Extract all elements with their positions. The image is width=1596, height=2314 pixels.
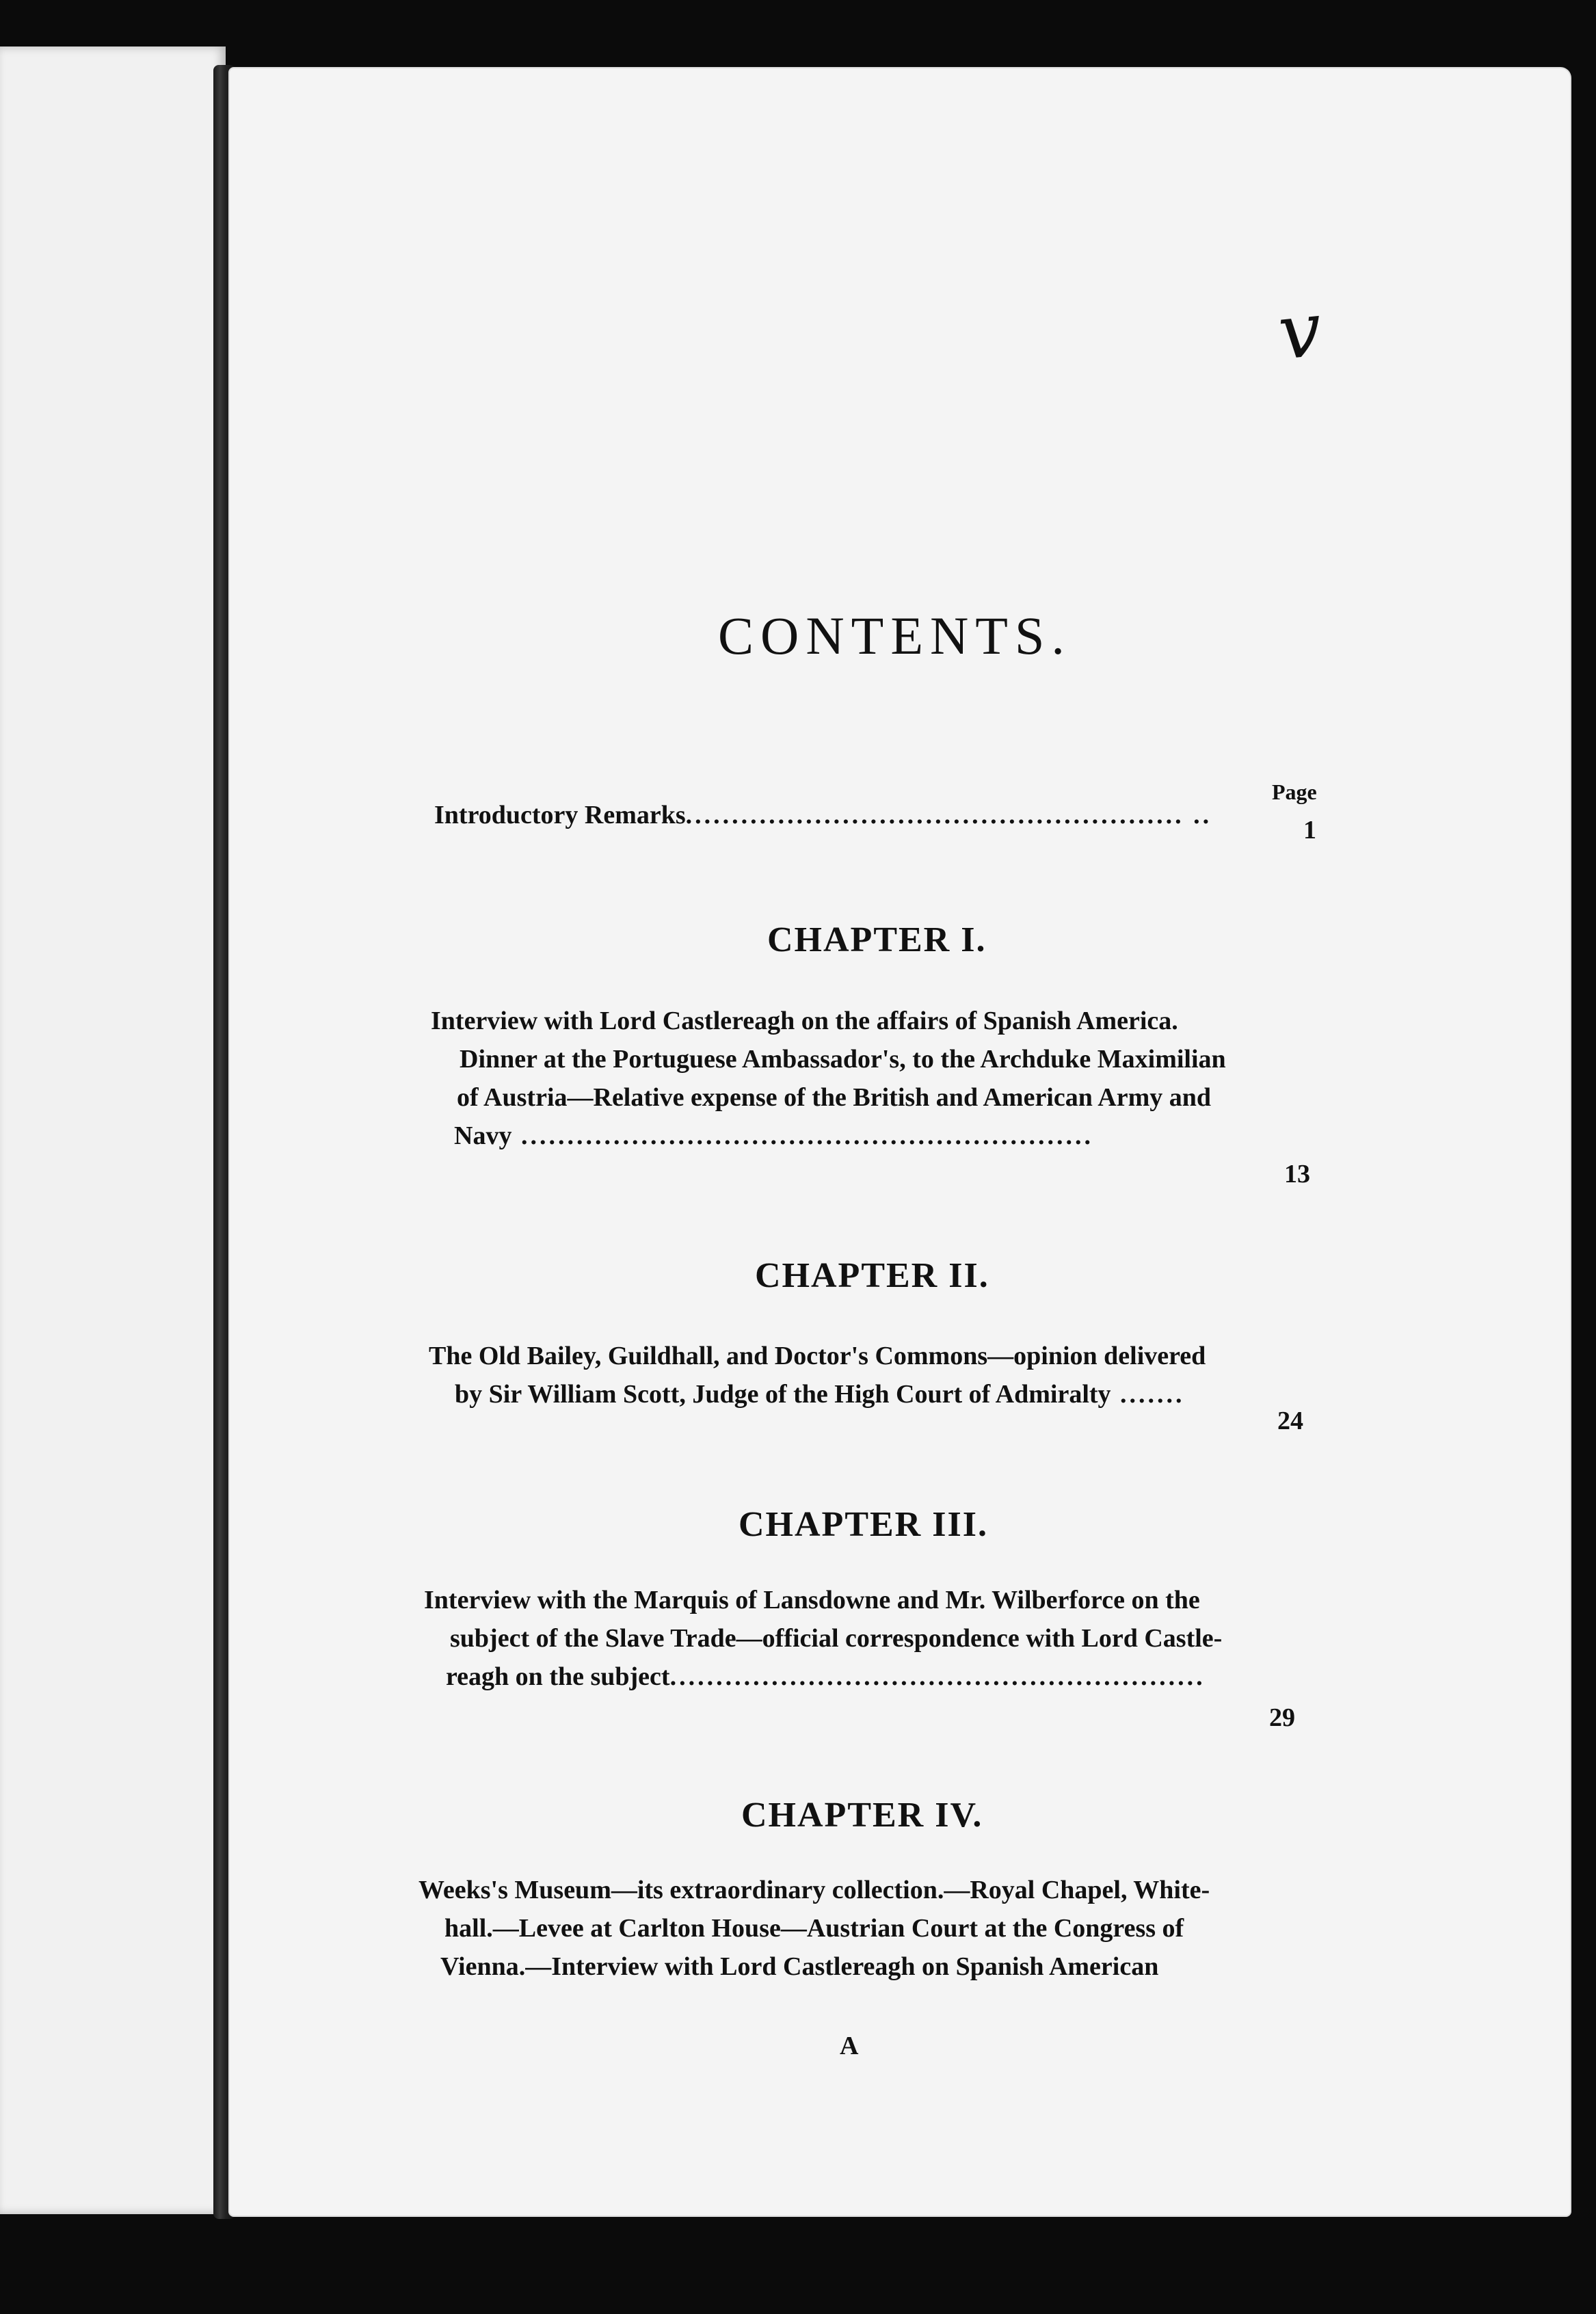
facing-page	[0, 46, 226, 2214]
chapter-4-heading: CHAPTER IV.	[741, 1796, 983, 1835]
summary-line-text: by Sir William Scott, Judge of the High Court of Admiralty	[455, 1380, 1111, 1409]
leader-dots: .......	[1110, 1380, 1185, 1409]
intro-entry	[434, 796, 1212, 834]
chapter-2-summary	[429, 1337, 1206, 1413]
summary-line: Weeks's Museum—its extraordinary collection.—Royal Chapel, White-	[418, 1876, 1210, 1904]
chapter-4-summary	[418, 1871, 1210, 1986]
summary-line	[431, 1117, 1226, 1155]
page-column-label: Page	[1272, 780, 1317, 804]
summary-line-text: Navy	[454, 1121, 512, 1150]
intro-text: Introductory Remarks	[434, 801, 686, 829]
summary-line: subject of the Slave Trade—official correspondence with Lord Castle-	[450, 1624, 1223, 1653]
summary-line: Vienna.—Interview with Lord Castlereagh on Spanish American	[440, 1952, 1159, 1981]
chapter-3-page-number: 29	[1269, 1703, 1295, 1732]
summary-line: Interview with Lord Castlereagh on the affairs of Spanish America.	[431, 1007, 1178, 1035]
summary-line	[429, 1375, 1206, 1413]
summary-line: Interview with the Marquis of Lansdowne and Mr. Wilberforce on the	[424, 1586, 1200, 1614]
page-title: CONTENTS.	[718, 606, 1072, 665]
summary-line: Dinner at the Portuguese Ambassador's, to the Archduke Maximilian	[460, 1045, 1226, 1074]
summary-line	[424, 1658, 1222, 1696]
leader-dots: ..........................................................	[669, 1662, 1206, 1691]
chapter-1-summary	[431, 1002, 1226, 1155]
chapter-1-heading: CHAPTER I.	[767, 920, 987, 959]
summary-line: The Old Bailey, Guildhall, and Doctor's Commons—opinion delivered	[429, 1342, 1206, 1370]
chapter-3-heading: CHAPTER III.	[739, 1505, 988, 1544]
leader-dots: ...................................................... ..	[685, 801, 1212, 829]
signature-mark: A	[840, 2032, 859, 2060]
summary-line-text: reagh on the subject	[446, 1662, 670, 1691]
chapter-2-page-number: 24	[1277, 1407, 1303, 1435]
summary-line: hall.—Levee at Carlton House—Austrian Court at the Congress of	[444, 1914, 1184, 1943]
summary-line: of Austria—Relative expense of the British and American Army and	[457, 1083, 1212, 1112]
handwritten-margin-mark: v	[1274, 285, 1326, 377]
chapter-2-heading: CHAPTER II.	[755, 1256, 989, 1295]
leader-dots: ..............................................................	[511, 1121, 1093, 1150]
chapter-3-summary	[424, 1581, 1222, 1696]
chapter-1-page-number: 13	[1284, 1160, 1310, 1188]
intro-page-number: 1	[1303, 816, 1316, 845]
